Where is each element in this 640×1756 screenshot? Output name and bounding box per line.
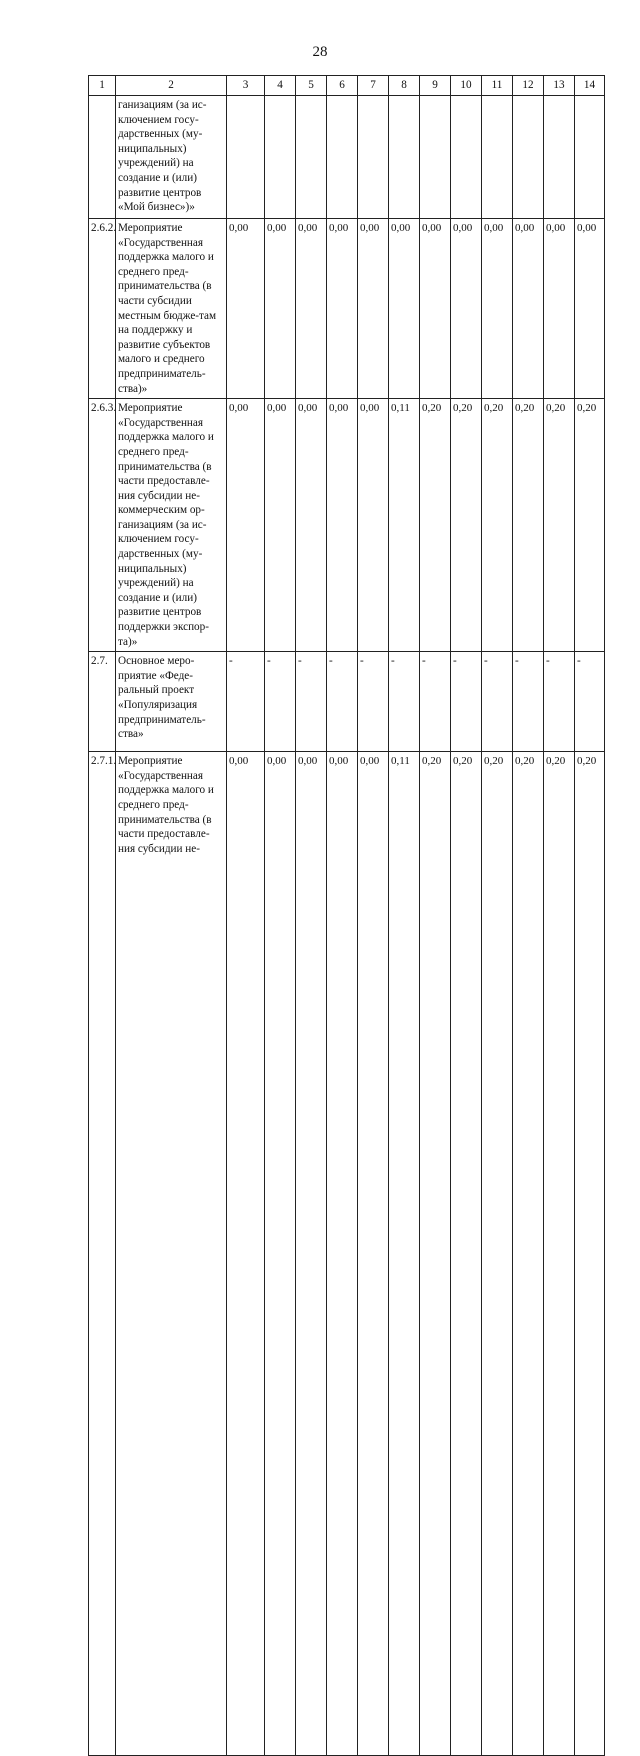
value-cell	[327, 96, 358, 219]
header-cell: 9	[420, 76, 451, 96]
header-cell: 11	[482, 76, 513, 96]
value-cell: 0,00	[327, 752, 358, 1756]
value-cell: 0,00	[327, 219, 358, 399]
table-row	[89, 399, 605, 652]
value-cell: 0,20	[482, 752, 513, 1756]
value-cell	[544, 96, 575, 219]
value-cell	[513, 96, 544, 219]
value-cell	[265, 96, 296, 219]
value-cell: 0,00	[544, 219, 575, 399]
value-cell: 0,00	[227, 219, 265, 399]
table-row	[89, 652, 605, 752]
row-number: 2.7.1.	[89, 752, 116, 1756]
row-description: Мероприятие «Государственная поддержка малого и среднего пред-принимательства (в части предоставле-ния субсидии не-	[116, 752, 227, 1756]
value-cell: 0,20	[420, 399, 451, 652]
header-cell: 13	[544, 76, 575, 96]
row-number: 2.6.2.	[89, 219, 116, 399]
header-cell: 3	[227, 76, 265, 96]
value-cell: -	[327, 652, 358, 752]
header-cell: 1	[89, 76, 116, 96]
value-cell: 0,20	[482, 399, 513, 652]
value-cell: 0,00	[482, 219, 513, 399]
value-cell: -	[296, 652, 327, 752]
header-cell: 7	[358, 76, 389, 96]
header-cell: 6	[327, 76, 358, 96]
row-description: Основное меро-приятие «Феде-ральный проект «Популяризация предприниматель-ства»	[116, 652, 227, 752]
table-header-row	[89, 76, 605, 96]
value-cell: 0,00	[265, 399, 296, 652]
header-cell: 12	[513, 76, 544, 96]
value-cell: 0,20	[544, 752, 575, 1756]
table-row	[89, 96, 605, 219]
value-cell: 0,00	[296, 399, 327, 652]
value-cell: 0,00	[358, 752, 389, 1756]
value-cell	[358, 96, 389, 219]
value-cell: -	[575, 652, 605, 752]
value-cell: 0,20	[544, 399, 575, 652]
value-cell	[389, 96, 420, 219]
value-cell: 0,00	[358, 219, 389, 399]
value-cell: 0,00	[296, 752, 327, 1756]
value-cell: 0,00	[451, 219, 482, 399]
value-cell	[451, 96, 482, 219]
value-cell: 0,00	[358, 399, 389, 652]
value-cell: -	[513, 652, 544, 752]
value-cell: 0,20	[451, 752, 482, 1756]
header-cell: 8	[389, 76, 420, 96]
value-cell	[482, 96, 513, 219]
value-cell: -	[389, 652, 420, 752]
value-cell	[296, 96, 327, 219]
header-cell: 4	[265, 76, 296, 96]
value-cell: 0,00	[265, 752, 296, 1756]
row-number	[89, 96, 116, 219]
value-cell	[575, 96, 605, 219]
value-cell: 0,00	[227, 399, 265, 652]
row-number: 2.6.3.	[89, 399, 116, 652]
value-cell: -	[227, 652, 265, 752]
value-cell: 0,20	[451, 399, 482, 652]
value-cell: 0,20	[420, 752, 451, 1756]
table-row	[89, 219, 605, 399]
value-cell: 0,00	[227, 752, 265, 1756]
value-cell: -	[451, 652, 482, 752]
value-cell: -	[544, 652, 575, 752]
value-cell	[420, 96, 451, 219]
value-cell: 0,00	[327, 399, 358, 652]
header-cell: 10	[451, 76, 482, 96]
value-cell: 0,20	[575, 752, 605, 1756]
header-cell: 5	[296, 76, 327, 96]
value-cell: 0,00	[575, 219, 605, 399]
value-cell: 0,11	[389, 752, 420, 1756]
page-number: 28	[312, 44, 328, 60]
value-cell: -	[420, 652, 451, 752]
row-description: Мероприятие «Государственная поддержка малого и среднего пред-принимательства (в части предоставле-ния субсидии не-коммерческим ор-ганизациям (за ис-ключением госу-дарственных (му-ниципальных) учреждений) на создание и (или) развитие центров поддержки экспор-та)»	[116, 399, 227, 652]
value-cell: 0,11	[389, 399, 420, 652]
value-cell	[227, 96, 265, 219]
header-cell: 14	[575, 76, 605, 96]
row-description: ганизациям (за ис-ключением госу-дарственных (му-ниципальных) учреждений) на создание и (или) развитие центров «Мой бизнес»)»	[116, 96, 227, 219]
value-cell: 0,00	[265, 219, 296, 399]
value-cell: 0,00	[513, 219, 544, 399]
value-cell: 0,00	[389, 219, 420, 399]
value-cell: 0,20	[513, 399, 544, 652]
table-row	[89, 752, 605, 1756]
value-cell: -	[482, 652, 513, 752]
value-cell: 0,20	[575, 399, 605, 652]
value-cell: 0,00	[296, 219, 327, 399]
value-cell: -	[265, 652, 296, 752]
row-description: Мероприятие «Государственная поддержка малого и среднего пред-принимательства (в части субсидии местным бюдже-там на поддержку и развитие субъектов малого и среднего предприниматель-ства)»	[116, 219, 227, 399]
row-number: 2.7.	[89, 652, 116, 752]
value-cell: 0,20	[513, 752, 544, 1756]
header-cell: 2	[116, 76, 227, 96]
value-cell: -	[358, 652, 389, 752]
budget-table	[88, 75, 605, 1756]
value-cell: 0,00	[420, 219, 451, 399]
